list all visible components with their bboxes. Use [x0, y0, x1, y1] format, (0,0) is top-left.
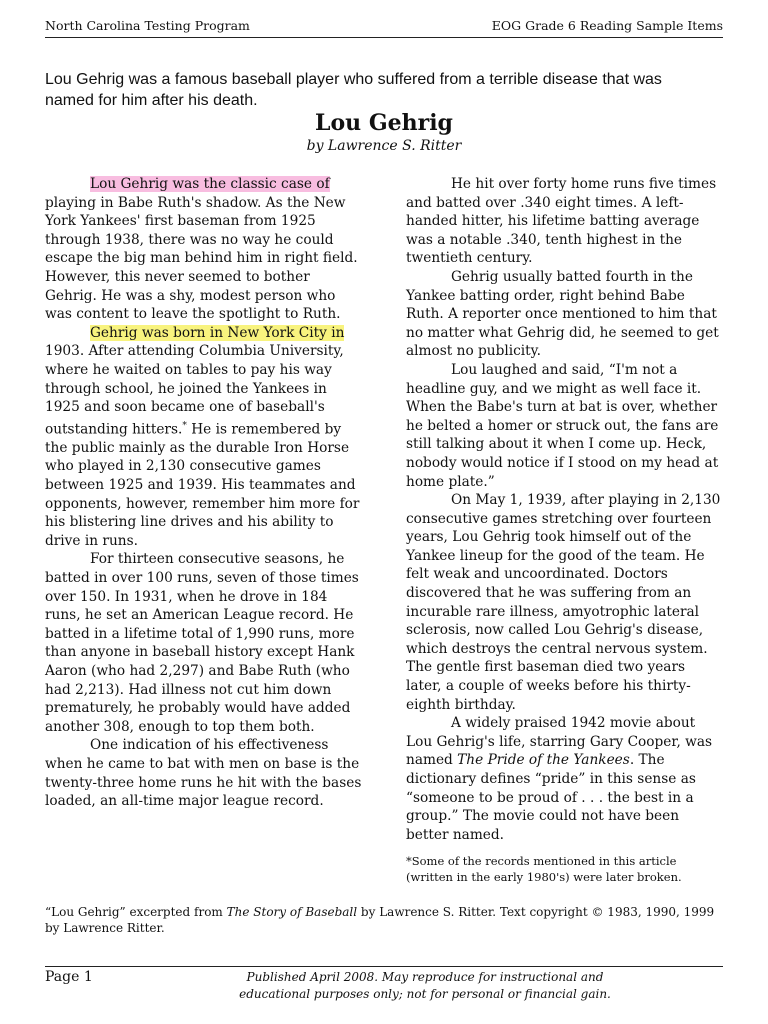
movie-title: The Pride of the Yankees [457, 752, 630, 769]
publication-notice: Published April 2008. May reproduce for instructional and educational purposes only; not for personal or financial gain. [239, 970, 611, 1001]
paragraph-text: A widely praised 1942 movie about Lou Gehrig's life, starring Gary Cooper, was named [406, 715, 713, 769]
article-byline: by Lawrence S. Ritter [306, 138, 462, 154]
paragraph: On May 1, 1939, after playing in 2,130 consecutive games stretching over fourteen years, Lou Gehrig took himself out of the Yankee lineup for the good of the team. He felt weak and uncoordinated. Doctors discovered that he was suffering from an incurable rare illness, amyotrophic lateral sclerosis, now called Lou Gehrig's disease, which destroys the central nervous system. The gentle first baseman died two years later, a couple of weeks before his thirty-eighth birthday. [406, 492, 721, 713]
paragraph: For thirteen consecutive seasons, he batted in over 100 runs, seven of those times over 150. In 1931, when he drove in 184 runs, he set an American League record. He batted in a lifetime total of 1,990 runs, more than anyone in baseball history except Hank Aaron (who had 2,297) and Babe Ruth (who had 2,213). Had illness not cut him down prematurely, he probably would have added another 308, enough to top them both. [45, 551, 359, 735]
paragraph [45, 175, 365, 324]
footnote: *Some of the records mentioned in this article (written in the early 1980's) were later broken. [406, 854, 682, 884]
paragraph-text: 1903. After attending Columbia University, where he waited on tables to pay his way through school, he joined the Yankees in 1925 and soon became one of baseball's outstanding hitters. [45, 343, 344, 438]
left-column [45, 175, 365, 811]
footnote-marker: * [182, 420, 187, 431]
header-rule [45, 37, 723, 38]
highlighted-sentence-pink[interactable]: Lou Gehrig was the classic case of [90, 176, 330, 192]
footer-rule [45, 966, 723, 967]
book-title: The Story of Baseball [226, 905, 358, 919]
paragraph-text: playing in Babe Ruth's shadow. As the New York Yankees' first baseman from 1925 through 1938, there was no way he could escape the big man behind him in right field. However, this never seemed to bother Gehrig. He was a shy, modest person who was content to leave the spotlight to Ruth. [45, 194, 358, 323]
paragraph: One indication of his effectiveness when he came to bat with men on base is the twenty-three home runs he hit with the bases loaded, an all-time major league record. [45, 737, 362, 810]
highlighted-sentence-yellow[interactable]: Gehrig was born in New York City in [90, 324, 345, 341]
paragraph: Gehrig usually batted fourth in the Yankee batting order, right behind Babe Ruth. A reporter once mentioned to him that no matter what Gehrig did, he seemed to get almost no publicity. [406, 268, 719, 360]
header-program-name: North Carolina Testing Program [45, 18, 250, 33]
credit-text: “Lou Gehrig” excerpted from [45, 905, 227, 919]
paragraph-text: . The dictionary defines “pride” in this sense as “someone to be proud of . . . the best in a group.” The movie could not have been better named. [406, 752, 696, 843]
article-title: Lou Gehrig [315, 110, 453, 136]
right-column [406, 175, 724, 844]
source-credit [45, 904, 725, 936]
page-number: Page 1 [45, 969, 93, 985]
paragraph: Lou laughed and said, “I'm not a headline guy, and we might as well face it. When the Babe's turn at bat is over, whether he belted a homer or struck out, the fans are still talking about it when I come up. Heck, nobody would notice if I stood on my head at home plate.” [406, 361, 719, 490]
paragraph-text: He is remembered by the public mainly as the durable Iron Horse who played in 2,130 consecutive games between 1925 and 1939. His teammates and opponents, however, remember him more for his blistering line drives and his ability to drive in runs. [45, 421, 360, 549]
credit-text: by Lawrence S. Ritter. Text copyright © 1983, 1990, 1999 by Lawrence Ritter. [45, 905, 715, 935]
paragraph [45, 324, 365, 551]
paragraph [406, 714, 724, 844]
header-grade-label: EOG Grade 6 Reading Sample Items [491, 18, 723, 33]
paragraph: He hit over forty home runs five times and batted over .340 eight times. A left-handed hitter, his lifetime batting average was a notable .340, tenth highest in the twentieth century. [406, 176, 717, 267]
intro-text: Lou Gehrig was a famous baseball player who suffered from a terrible disease that was named for him after his death. [45, 71, 662, 109]
